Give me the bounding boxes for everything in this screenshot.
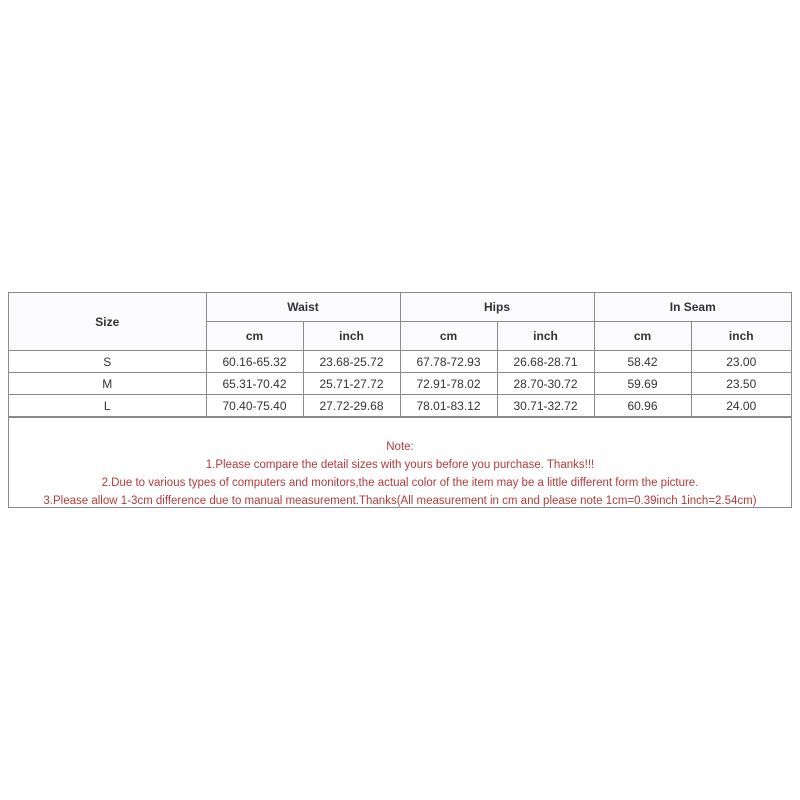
table-cell: 72.91-78.02 xyxy=(400,373,497,395)
header-row-groups xyxy=(9,293,791,322)
unit-header: inch xyxy=(497,322,594,351)
table-cell: 30.71-32.72 xyxy=(497,395,594,417)
table-cell: 67.78-72.93 xyxy=(400,351,497,373)
notes-section xyxy=(9,417,791,510)
note-line-1: 1.Please compare the detail sizes with yours before you purchase. Thanks!!! xyxy=(205,459,595,471)
table-cell: 58.42 xyxy=(594,351,691,373)
table-row xyxy=(9,351,791,373)
unit-header: inch xyxy=(303,322,400,351)
table-cell: 23.68-25.72 xyxy=(303,351,400,373)
table-row xyxy=(9,395,791,417)
table-cell: 28.70-30.72 xyxy=(497,373,594,395)
unit-header: inch xyxy=(691,322,791,351)
table-cell: 25.71-27.72 xyxy=(303,373,400,395)
table-cell: 23.50 xyxy=(691,373,791,395)
in-seam-header: In Seam xyxy=(594,293,791,322)
table-cell: 23.00 xyxy=(691,351,791,373)
table-cell: 26.68-28.71 xyxy=(497,351,594,373)
table-cell: 70.40-75.40 xyxy=(206,395,303,417)
table-row xyxy=(9,373,791,395)
unit-header: cm xyxy=(400,322,497,351)
unit-header: cm xyxy=(206,322,303,351)
hips-header: Hips xyxy=(400,293,594,322)
unit-header: cm xyxy=(594,322,691,351)
table-cell: 60.96 xyxy=(594,395,691,417)
size-chart-table xyxy=(9,293,791,417)
size-chart-container xyxy=(8,292,792,508)
size-label: L xyxy=(9,395,206,417)
note-title: Note: xyxy=(386,441,414,453)
table-cell: 78.01-83.12 xyxy=(400,395,497,417)
table-cell: 27.72-29.68 xyxy=(303,395,400,417)
size-label: M xyxy=(9,373,206,395)
table-cell: 59.69 xyxy=(594,373,691,395)
size-label: S xyxy=(9,351,206,373)
size-column-header: Size xyxy=(9,293,206,351)
table-cell: 65.31-70.42 xyxy=(206,373,303,395)
table-cell: 60.16-65.32 xyxy=(206,351,303,373)
note-line-3: 3.Please allow 1-3cm difference due to manual measurement.Thanks(All measurement in cm and please note 1cm=0.39inch 1inch=2.54cm) xyxy=(43,495,757,507)
waist-header: Waist xyxy=(206,293,400,322)
table-cell: 24.00 xyxy=(691,395,791,417)
note-line-2: 2.Due to various types of computers and monitors,the actual color of the item may be a little different form the picture. xyxy=(101,477,699,489)
